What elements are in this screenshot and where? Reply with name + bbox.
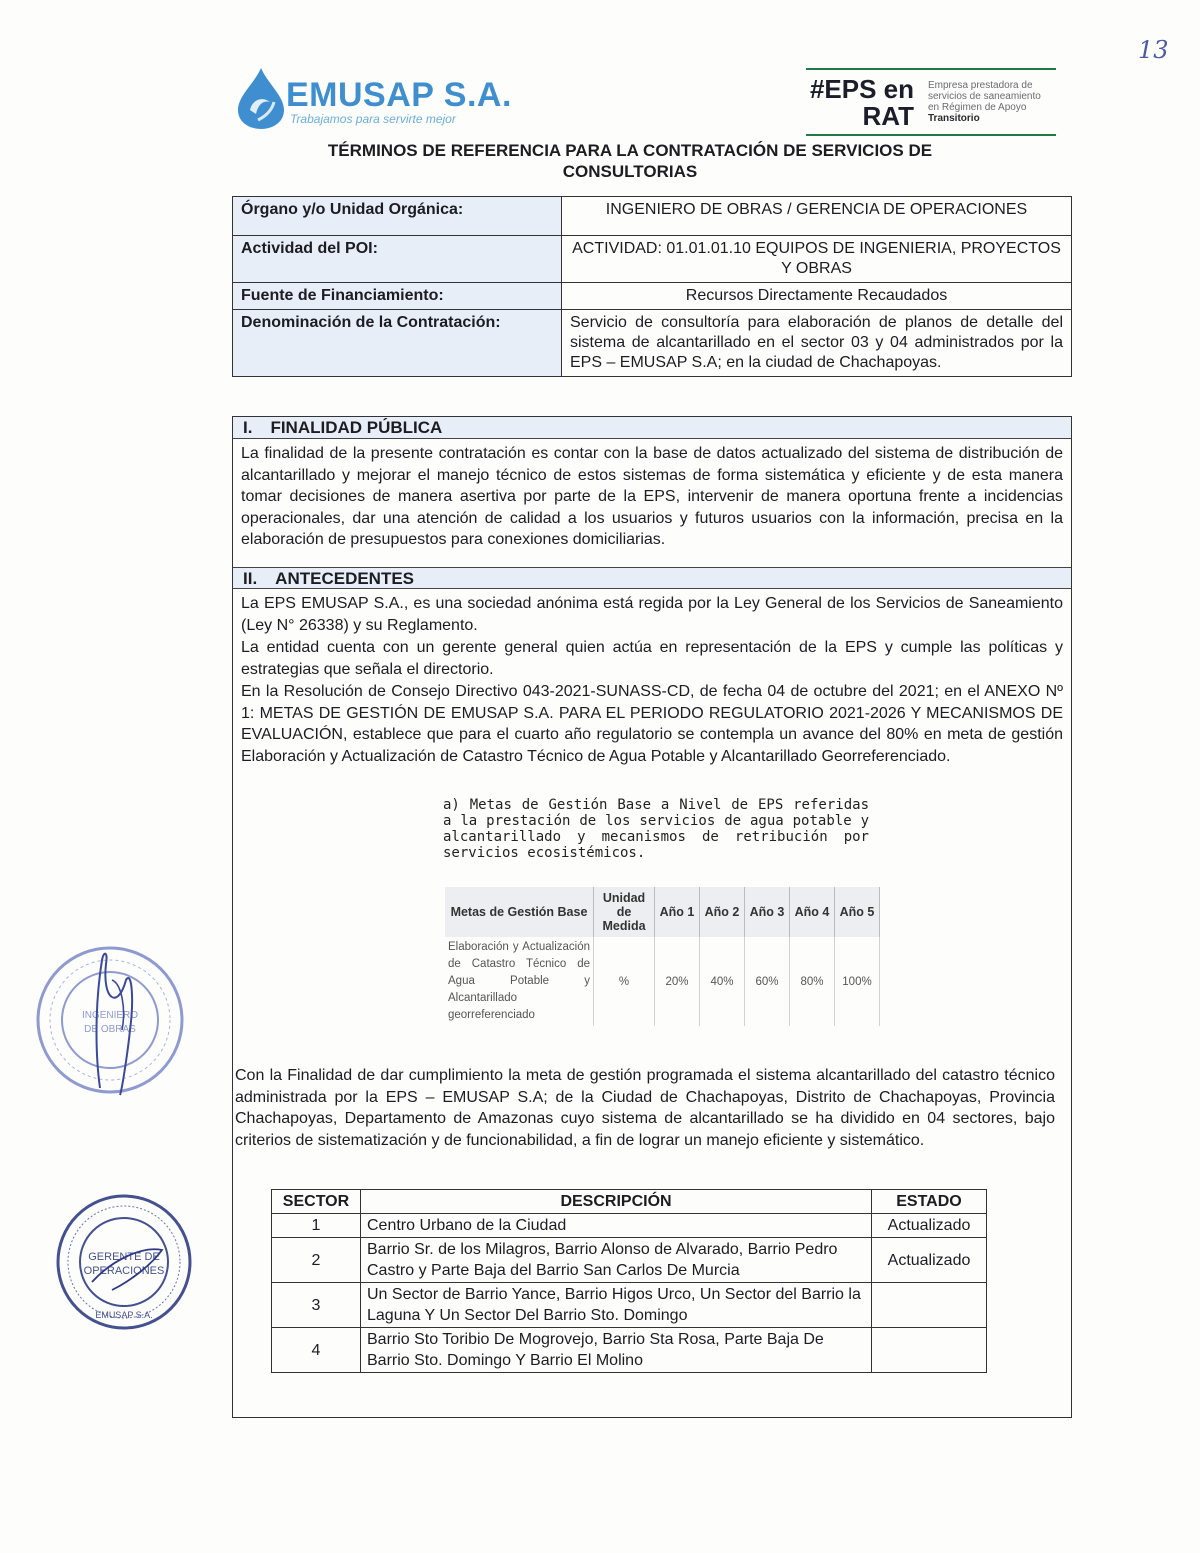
svg-text:EMUSAP S.A.: EMUSAP S.A. bbox=[95, 1310, 153, 1320]
sectors-table bbox=[271, 1189, 987, 1373]
metas-table bbox=[445, 887, 880, 1026]
metas-header-row bbox=[445, 887, 880, 937]
title-line: TÉRMINOS DE REFERENCIA PARA LA CONTRATACIÓN DE SERVICIOS DE bbox=[327, 141, 933, 160]
sector-status bbox=[872, 1328, 987, 1373]
sector-description: Centro Urbano de la Ciudad bbox=[361, 1214, 872, 1238]
metas-cell: 80% bbox=[790, 937, 835, 1026]
section-text: En la Resolución de Consejo Directivo 043-2021-SUNASS-CD, de fecha 04 de octubre del 2021; en el ANEXO Nº 1: METAS DE GESTIÓN DE EMUSAP S.A. PARA EL PERIODO REGULATORIO 2021-2026 Y MECANISMOS DE EVALUACIÓN, establece que para el cuarto año regulatorio se contempla un avance del 80% en meta de gestión Elaboración y Actualización de Catastro Técnico de Agua Potable y Alcantarillado Georreferenciado. bbox=[241, 683, 1063, 765]
sectors-row bbox=[272, 1328, 987, 1373]
metas-header: Unidad de Medida bbox=[594, 887, 655, 937]
info-label: Órgano y/o Unidad Orgánica: bbox=[233, 197, 562, 236]
official-stamp-engineer bbox=[30, 940, 190, 1100]
svg-text:GERENTE DE: GERENTE DE bbox=[88, 1251, 160, 1263]
section-heading bbox=[233, 417, 1071, 439]
sectors-row bbox=[272, 1214, 987, 1238]
metas-header: Año 5 bbox=[835, 887, 880, 937]
eps-desc-line: en Régimen de Apoyo bbox=[928, 102, 1027, 113]
info-row bbox=[233, 310, 1072, 377]
eps-tag bbox=[806, 76, 914, 130]
info-row bbox=[233, 236, 1072, 283]
section-heading bbox=[233, 567, 1071, 589]
eps-description bbox=[928, 80, 1058, 124]
info-value: ACTIVIDAD: 01.01.01.10 EQUIPOS DE INGENIERIA, PROYECTOS Y OBRAS bbox=[562, 236, 1072, 283]
metas-header: Año 4 bbox=[790, 887, 835, 937]
body-box bbox=[232, 416, 1072, 1418]
document-title bbox=[280, 140, 980, 182]
section-number: I. bbox=[243, 418, 253, 437]
sectors-header-row bbox=[272, 1190, 987, 1214]
sector-number: 3 bbox=[272, 1283, 361, 1328]
metas-header: Año 1 bbox=[655, 887, 700, 937]
logo-name: EMUSAP S.A. bbox=[286, 76, 512, 114]
metas-header: Metas de Gestión Base bbox=[445, 887, 594, 937]
section-text: Con la Finalidad de dar cumplimiento la meta de gestión programada el sistema alcantarillado del catastro técnico administrada por la EPS – EMUSAP S.A; de la Ciudad de Chachapoyas, Distrito de Chachapoyas, Provincia Chachapoyas, Departamento de Amazonas cuyo sistema de alcantarillado se ha dividido en 04 sectores, bajo criterios de sistematización y de funcionabilidad, a fin de lograr un manejo eficiente y sistemático. bbox=[235, 1067, 1055, 1149]
sector-description: Un Sector de Barrio Yance, Barrio Higos Urco, Un Sector del Barrio la Laguna Y Un Sector Del Barrio Sto. Domingo bbox=[361, 1283, 872, 1328]
sector-status: Actualizado bbox=[872, 1214, 987, 1238]
info-value: Servicio de consultoría para elaboración de planos de detalle del sistema de alcantarillado en el sector 03 y 04 administrados por la EPS – EMUSAP S.A; en la ciudad de Chachapoyas. bbox=[562, 310, 1072, 377]
sector-status: Actualizado bbox=[872, 1238, 987, 1283]
title-line: CONSULTORIAS bbox=[562, 162, 698, 181]
logo-rule-bottom bbox=[806, 134, 1056, 136]
info-table bbox=[232, 196, 1072, 377]
metas-cell: 100% bbox=[835, 937, 880, 1026]
logo-rule-top bbox=[806, 68, 1056, 70]
eps-rat-logo bbox=[806, 68, 1058, 138]
logo-tagline: Trabajamos para servirte mejor bbox=[290, 112, 456, 126]
eps-desc-line: servicios de saneamiento bbox=[928, 91, 1041, 102]
info-row bbox=[233, 197, 1072, 236]
metas-cell: 20% bbox=[655, 937, 700, 1026]
sector-status bbox=[872, 1283, 987, 1328]
info-row bbox=[233, 283, 1072, 310]
emusap-logo bbox=[232, 66, 512, 130]
sectors-header: SECTOR bbox=[272, 1190, 361, 1214]
sector-number: 1 bbox=[272, 1214, 361, 1238]
metas-cell: % bbox=[594, 937, 655, 1026]
section-text: La entidad cuenta con un gerente general quien actúa en representación de la EPS y cumple las políticas y estrategias que señala el directorio. bbox=[241, 639, 1063, 678]
eps-desc-line: Transitorio bbox=[928, 113, 980, 124]
section-title: FINALIDAD PÚBLICA bbox=[270, 418, 443, 437]
sector-description: Barrio Sto Toribio De Mogrovejo, Barrio Sta Rosa, Parte Baja De Barrio Sto. Domingo Y Barrio El Molino bbox=[361, 1328, 872, 1373]
metas-caption: a) Metas de Gestión Base a Nivel de EPS referidas a la prestación de los servicios de agua potable y alcantarillado y mecanismos de retribución por servicios ecosistémicos. bbox=[443, 797, 869, 861]
sector-number: 4 bbox=[272, 1328, 361, 1373]
sector-number: 2 bbox=[272, 1238, 361, 1283]
eps-desc-line: Empresa prestadora de bbox=[928, 80, 1033, 91]
sectors-header: DESCRIPCIÓN bbox=[361, 1190, 872, 1214]
svg-text:OPERACIONES: OPERACIONES bbox=[83, 1265, 165, 1277]
section-number: II. bbox=[243, 569, 258, 588]
eps-tag-line1: #EPS en bbox=[809, 74, 914, 104]
sectors-row bbox=[272, 1238, 987, 1283]
info-value: INGENIERO DE OBRAS / GERENCIA DE OPERACIONES bbox=[562, 197, 1072, 236]
svg-text:INGENIERO: INGENIERO bbox=[81, 1010, 139, 1021]
info-label: Actividad del POI: bbox=[233, 236, 562, 283]
metas-header: Año 3 bbox=[745, 887, 790, 937]
sector-description: Barrio Sr. de los Milagros, Barrio Alonso de Alvarado, Barrio Pedro Castro y Parte Baja del Barrio San Carlos De Murcia bbox=[361, 1238, 872, 1283]
page-number: 13 bbox=[1138, 36, 1169, 64]
metas-cell: Elaboración y Actualización de Catastro Técnico de Agua Potable y Alcantarillado georreferenciado bbox=[445, 937, 594, 1026]
sectors-header: ESTADO bbox=[872, 1190, 987, 1214]
section-title: ANTECEDENTES bbox=[275, 569, 415, 588]
section-text: La finalidad de la presente contratación es contar con la base de datos actualizado del sistema de distribución de alcantarillado y mejorar el manejo técnico de estos sistemas de forma sistemática y eficiente y de esta manera tomar decisiones de manera asertiva por parte de la EPS, intervenir de manera oportuna frente a incidencias operacionales, dar una atención de calidad a los usuarios y futuros usuarios con la información, precisa en la elaboración de presupuestos para conexiones domiciliarias. bbox=[241, 445, 1063, 548]
sectors-row bbox=[272, 1283, 987, 1328]
water-drop-icon bbox=[232, 66, 290, 130]
info-value: Recursos Directamente Recaudados bbox=[562, 283, 1072, 310]
info-label: Denominación de la Contratación: bbox=[233, 310, 562, 377]
eps-tag-line2: RAT bbox=[862, 101, 914, 131]
metas-cell: 40% bbox=[700, 937, 745, 1026]
svg-text:DE OBRAS: DE OBRAS bbox=[84, 1024, 136, 1035]
metas-header: Año 2 bbox=[700, 887, 745, 937]
section-text: La EPS EMUSAP S.A., es una sociedad anónima está regida por la Ley General de los Servicios de Saneamiento (Ley N° 26338) y su Reglamento. bbox=[241, 595, 1063, 634]
metas-cell: 60% bbox=[745, 937, 790, 1026]
metas-row bbox=[445, 937, 880, 1026]
official-stamp-operations bbox=[52, 1190, 196, 1334]
info-label: Fuente de Financiamiento: bbox=[233, 283, 562, 310]
